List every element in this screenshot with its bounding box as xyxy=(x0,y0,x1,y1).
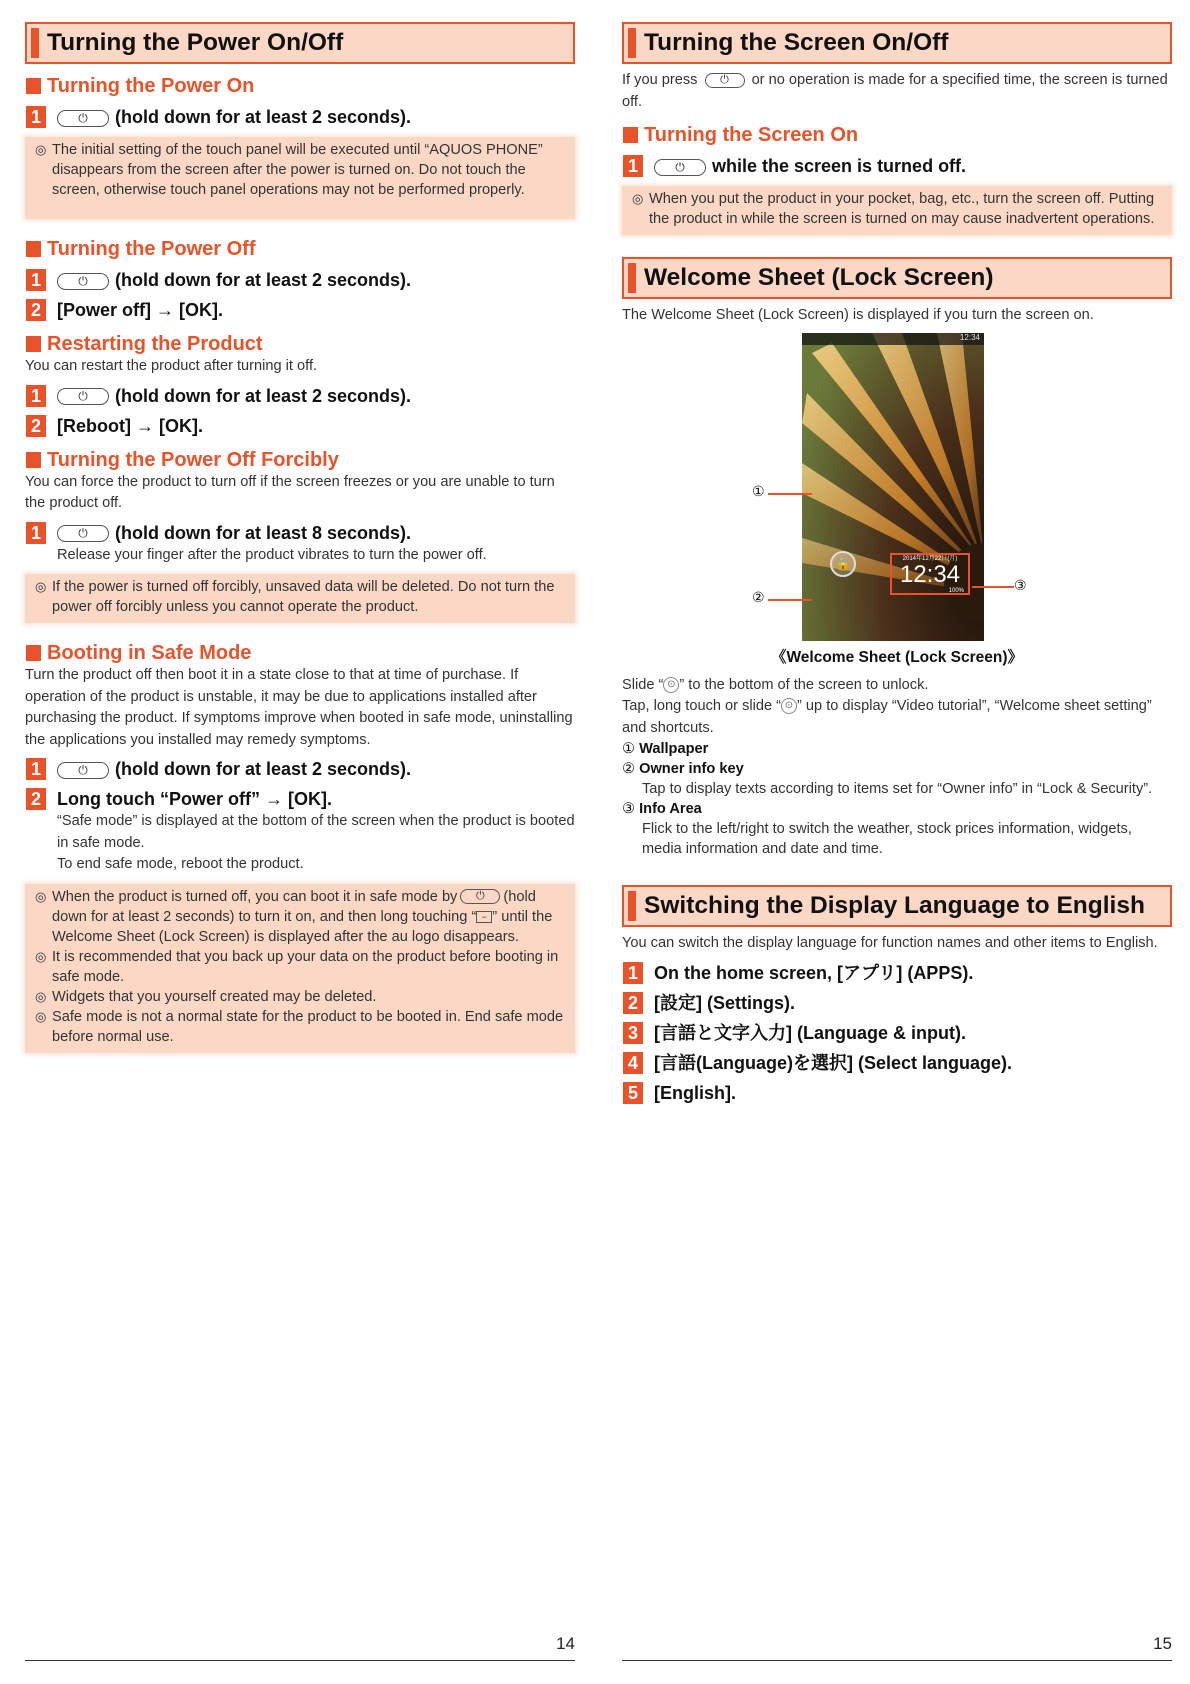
power-key-icon: ⏻ xyxy=(460,889,500,904)
callout-1: ① xyxy=(752,482,765,499)
step-power-off-1: 1 ⏻ (hold down for at least 2 seconds). xyxy=(25,268,575,292)
menu-key-icon: − xyxy=(476,911,492,923)
page-number-right: 15 xyxy=(1153,1634,1172,1653)
forcibly-desc: You can force the product to turn off if the screen freezes or you are unable to turn the product off. xyxy=(25,473,555,511)
tap-desc: Tap, long touch or slide “ ⊙ ” up to display “Video tutorial”, “Welcome sheet setting” and shortcuts. xyxy=(622,698,1152,736)
lock-icon: ⊙ xyxy=(663,677,679,693)
info-area[interactable] xyxy=(890,553,970,595)
figure-caption: 《Welcome Sheet (Lock Screen)》 xyxy=(770,648,1024,666)
language-desc: You can switch the display language for function names and other items to English. xyxy=(622,935,1158,951)
step-language-2: 2 [設定] (Settings). xyxy=(622,991,1172,1015)
power-key-icon: ⏻ xyxy=(705,73,745,88)
step-language-1: 1 On the home screen, [アプリ] (APPS). xyxy=(622,961,1172,985)
step-restart-1: 1 ⏻ (hold down for at least 2 seconds). xyxy=(25,384,575,408)
info-battery: 100% xyxy=(948,587,964,594)
power-key-icon: ⏻ xyxy=(57,525,109,542)
step-safe-1: 1 ⏻ (hold down for at least 2 seconds). xyxy=(25,757,575,781)
step-screen-on-1: 1 ⏻ while the screen is turned off. xyxy=(622,154,1172,178)
owner-info-key[interactable]: 🔒 xyxy=(830,551,856,577)
section-title-language: Switching the Display Language to English xyxy=(622,885,1172,927)
step-restart-2: 2 [Reboot] → [OK]. xyxy=(25,414,575,438)
page-number-left: 14 xyxy=(556,1634,575,1653)
restart-desc: You can restart the product after turning it off. xyxy=(25,358,318,374)
lock-icon: ⊙ xyxy=(781,698,797,714)
heading-power-off: Turning the Power Off xyxy=(25,237,575,261)
power-key-icon: ⏻ xyxy=(57,762,109,779)
step-safe-note-1: “Safe mode” is displayed at the bottom of the screen when the product is booted in safe mode. xyxy=(57,813,575,851)
step-forcibly-note: Release your finger after the product vibrates to turn the power off. xyxy=(57,546,487,563)
left-column xyxy=(25,22,575,1053)
phone-screenshot xyxy=(802,333,984,641)
note-item: ◎ When the product is turned off, you can boot it in safe mode by ⏻ (hold down for at least 2 seconds) to turn it on, and then long touching “ − ” until the Welcome Sheet (Lock Screen) is displayed after the au logo disappears. xyxy=(35,887,565,947)
callout-3: ③ xyxy=(1014,576,1027,593)
note-item: ◎ It is recommended that you back up your data on the product before booting in safe mode. xyxy=(35,947,565,987)
power-key-icon: ⏻ xyxy=(57,273,109,290)
section-title-welcome: Welcome Sheet (Lock Screen) xyxy=(622,257,1172,299)
step-safe-note-2: To end safe mode, reboot the product. xyxy=(57,856,304,872)
note-box xyxy=(622,186,1172,235)
note-item: ◎ When you put the product in your pocket, bag, etc., turn the screen off. Putting the product in while the screen is turned on may cause inadvertent operations. xyxy=(632,189,1162,229)
legend-desc: Flick to the left/right to switch the weather, stock prices information, widgets, media information and date and time. xyxy=(642,821,1132,857)
note-box xyxy=(25,884,575,1053)
page-footer-right xyxy=(622,1634,1172,1684)
power-key-icon: ⏻ xyxy=(654,159,706,176)
power-key-icon: ⏻ xyxy=(57,388,109,405)
heading-restart: Restarting the Product xyxy=(25,332,575,356)
step-safe-2: 2 Long touch “Power off” → [OK]. xyxy=(25,787,575,811)
heading-forcibly: Turning the Power Off Forcibly xyxy=(25,448,575,472)
safe-mode-desc: Turn the product off then boot it in a state close to that at time of purchase. If operation of the product is unstable, it may be due to applications installed after purchasing the product. If symptoms improve when booted in safe mode, uninstalling the applications you installed may remedy symptoms. xyxy=(25,667,573,748)
callout-line-2 xyxy=(768,599,812,601)
callout-2: ② xyxy=(752,588,765,605)
step-power-on-1: 1 ⏻ (hold down for at least 2 seconds). xyxy=(25,105,575,129)
step-language-5: 5 [English]. xyxy=(622,1081,1172,1105)
step-forcibly-1: 1 ⏻ (hold down for at least 8 seconds). xyxy=(25,521,575,545)
right-column xyxy=(622,22,1172,1105)
lock-screen-figure xyxy=(622,333,1172,643)
note-item: ◎ The initial setting of the touch panel will be executed until “AQUOS PHONE” disappears from the screen after the power is turned on. Do not touch the screen, otherwise touch panel operations may not be performed properly. xyxy=(35,140,565,200)
power-key-icon: ⏻ xyxy=(57,110,109,127)
heading-screen-on: Turning the Screen On xyxy=(622,123,1172,147)
note-box xyxy=(25,574,575,623)
callout-line-3 xyxy=(972,586,1014,588)
section-title-screen: Turning the Screen On/Off xyxy=(622,22,1172,64)
note-item: ◎ Widgets that you yourself created may be deleted. xyxy=(35,987,565,1007)
note-item: ◎ Safe mode is not a normal state for the product to be booted in. End safe mode before normal use. xyxy=(35,1007,565,1047)
info-date: 2014年12月22日(月) xyxy=(902,555,958,562)
page-footer-left xyxy=(25,1634,575,1684)
legend-item: ② Owner info key xyxy=(622,761,744,777)
screen-intro: If you press ⏻ or no operation is made for a specified time, the screen is turned off. xyxy=(622,72,1168,110)
callout-line-1 xyxy=(768,493,812,495)
legend-desc: Tap to display texts according to items set for “Owner info” in “Lock & Security”. xyxy=(642,781,1153,797)
step-power-off-2: 2 [Power off] → [OK]. xyxy=(25,298,575,322)
welcome-desc: The Welcome Sheet (Lock Screen) is displayed if you turn the screen on. xyxy=(622,307,1094,323)
heading-safe-mode: Booting in Safe Mode xyxy=(25,641,575,665)
slide-desc: Slide “ ⊙ ” to the bottom of the screen to unlock. xyxy=(622,676,929,693)
legend-item: ③ Info Area xyxy=(622,801,702,817)
note-box xyxy=(25,137,575,219)
step-language-3: 3 [言語と文字入力] (Language & input). xyxy=(622,1021,1172,1045)
legend-item: ① Wallpaper xyxy=(622,741,709,757)
legend-list xyxy=(622,739,1172,859)
status-bar-time: 12:34 xyxy=(959,332,980,342)
note-item: ◎ If the power is turned off forcibly, unsaved data will be deleted. Do not turn the power off forcibly unless you cannot operate the product. xyxy=(35,577,565,617)
section-title-power: Turning the Power On/Off xyxy=(25,22,575,64)
step-number: 1 xyxy=(26,106,46,128)
step-language-4: 4 [言語(Language)を選択] (Select language). xyxy=(622,1051,1172,1075)
info-time: 12:34 xyxy=(899,560,961,588)
heading-power-on: Turning the Power On xyxy=(25,74,575,98)
